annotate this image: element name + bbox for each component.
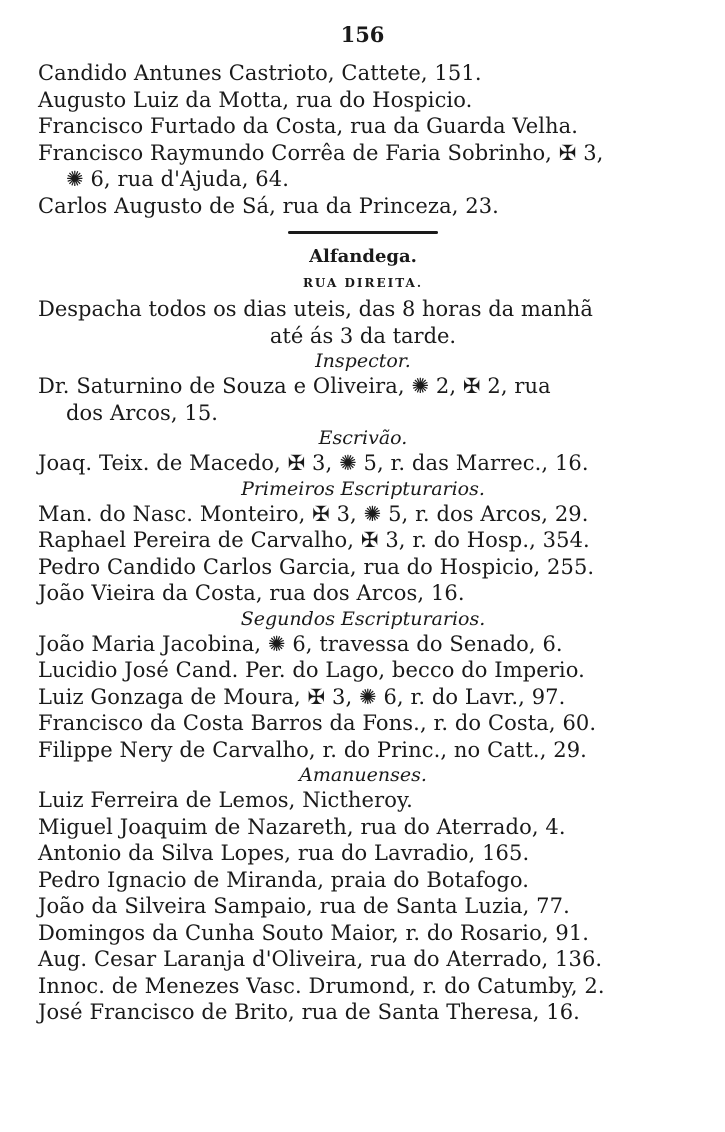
- role-heading-primeiros: Primeiros Escripturarios.: [241, 477, 485, 500]
- list-item: Raphael Pereira de Carvalho, ✠ 3, r. do Hosp., 354.: [38, 528, 590, 552]
- list-item: Augusto Luiz da Motta, rua do Hospicio.: [38, 87, 473, 112]
- list-item: Francisco da Costa Barros da Fons., r. do Costa, 60.: [38, 711, 597, 735]
- list-item: José Francisco de Brito, rua de Santa Theresa, 16.: [38, 1000, 580, 1024]
- list-item-continuation: dos Arcos, 15.: [66, 400, 219, 425]
- top-list: [38, 60, 688, 1026]
- list-item: Aug. Cesar Laranja d'Oliveira, rua do Aterrado, 136.: [38, 947, 603, 971]
- list-item: João da Silveira Sampaio, rua de Santa Luzia, 77.: [38, 894, 570, 918]
- list-item: Dr. Saturnino de Souza e Oliveira, ✺ 2, ✠ 2, rua: [38, 374, 551, 398]
- section-divider: [288, 231, 438, 234]
- list-item: Miguel Joaquim de Nazareth, rua do Aterrado, 4.: [38, 814, 566, 839]
- list-item-continuation: ✺ 6, rua d'Ajuda, 64.: [66, 167, 289, 191]
- list-item: Lucidio José Cand. Per. do Lago, becco do Imperio.: [38, 658, 585, 682]
- list-item: Pedro Candido Carlos Garcia, rua do Hospicio, 255.: [38, 554, 595, 579]
- section-street: RUA DIREITA.: [302, 276, 424, 290]
- list-item: João Vieira da Costa, rua dos Arcos, 16.: [38, 581, 465, 605]
- page-number: 156: [340, 22, 385, 47]
- list-item: Innoc. de Menezes Vasc. Drumond, r. do Catumby, 2.: [38, 973, 605, 998]
- list-item: Man. do Nasc. Monteiro, ✠ 3, ✺ 5, r. dos Arcos, 29.: [38, 501, 589, 526]
- section-title: Alfandega.: [309, 246, 417, 267]
- list-item: Carlos Augusto de Sá, rua da Princeza, 23.: [38, 193, 499, 218]
- list-item: Joaq. Teix. de Macedo, ✠ 3, ✺ 5, r. das Marrec., 16.: [38, 451, 589, 475]
- role-heading-amanuenses: Amanuenses.: [299, 764, 427, 786]
- list-item: Antonio da Silva Lopes, rua do Lavradio, 165.: [38, 841, 530, 865]
- section-intro-line: até ás 3 da tarde.: [269, 323, 457, 348]
- list-item: João Maria Jacobina, ✺ 6, travessa do Senado, 6.: [38, 631, 563, 656]
- list-item: Francisco Raymundo Corrêa de Faria Sobrinho, ✠ 3,: [38, 140, 604, 165]
- role-heading-inspector: Inspector.: [315, 350, 411, 372]
- list-item: Domingos da Cunha Souto Maior, r. do Rosario, 91.: [38, 920, 590, 945]
- list-item: Luiz Gonzaga de Moura, ✠ 3, ✺ 6, r. do Lavr., 97.: [38, 684, 566, 709]
- list-item: Candido Antunes Castrioto, Cattete, 151.: [38, 61, 482, 85]
- list-item: Filippe Nery de Carvalho, r. do Princ., no Catt., 29.: [38, 737, 587, 762]
- section-intro-line: Despacha todos os dias uteis, das 8 horas da manhã: [38, 297, 593, 321]
- list-item: Luiz Ferreira de Lemos, Nictheroy.: [38, 788, 413, 812]
- list-item: Pedro Ignacio de Miranda, praia do Botafogo.: [38, 867, 530, 892]
- list-item: Francisco Furtado da Costa, rua da Guarda Velha.: [38, 114, 579, 138]
- role-heading-segundos: Segundos Escripturarios.: [240, 607, 486, 630]
- role-heading-escrivao: Escrivão.: [318, 427, 408, 449]
